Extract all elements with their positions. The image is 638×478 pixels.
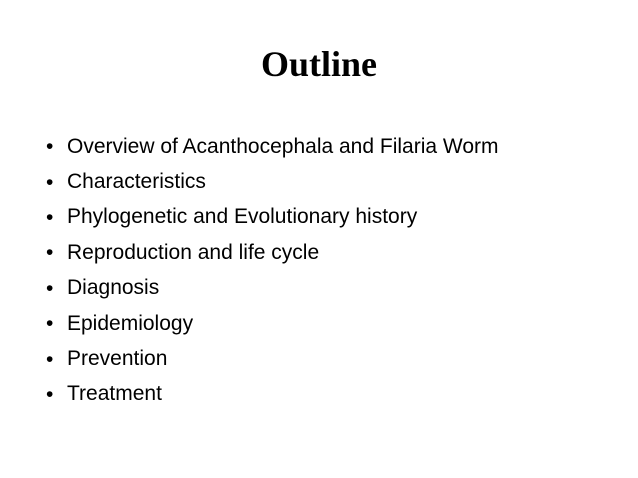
bullet-icon: • [46, 312, 54, 336]
list-item [46, 235, 606, 270]
list-item-text: Diagnosis [67, 276, 160, 300]
list-item-text: Characteristics [67, 170, 206, 194]
bullet-icon: • [46, 135, 54, 159]
bullet-icon: • [46, 382, 54, 406]
bullet-icon: • [46, 170, 54, 194]
bullet-icon: • [46, 205, 54, 229]
list-item [46, 306, 606, 341]
list-item [46, 129, 606, 164]
list-item [46, 200, 606, 235]
list-item-text: Epidemiology [67, 311, 194, 335]
list-item-text: Phylogenetic and Evolutionary history [67, 205, 418, 229]
list-item [46, 377, 606, 412]
slide-title: Outline [260, 44, 377, 84]
list-item [46, 164, 606, 199]
outline-list [46, 129, 606, 412]
list-item-text: Treatment [67, 382, 162, 406]
list-item-text: Prevention [67, 347, 168, 371]
list-item-text: Reproduction and life cycle [67, 240, 320, 264]
list-item [46, 341, 606, 376]
bullet-icon: • [46, 241, 54, 265]
list-item-text: Overview of Acanthocephala and Filaria Worm [67, 134, 499, 158]
list-item [46, 271, 606, 306]
bullet-icon: • [46, 276, 54, 300]
bullet-icon: • [46, 347, 54, 371]
